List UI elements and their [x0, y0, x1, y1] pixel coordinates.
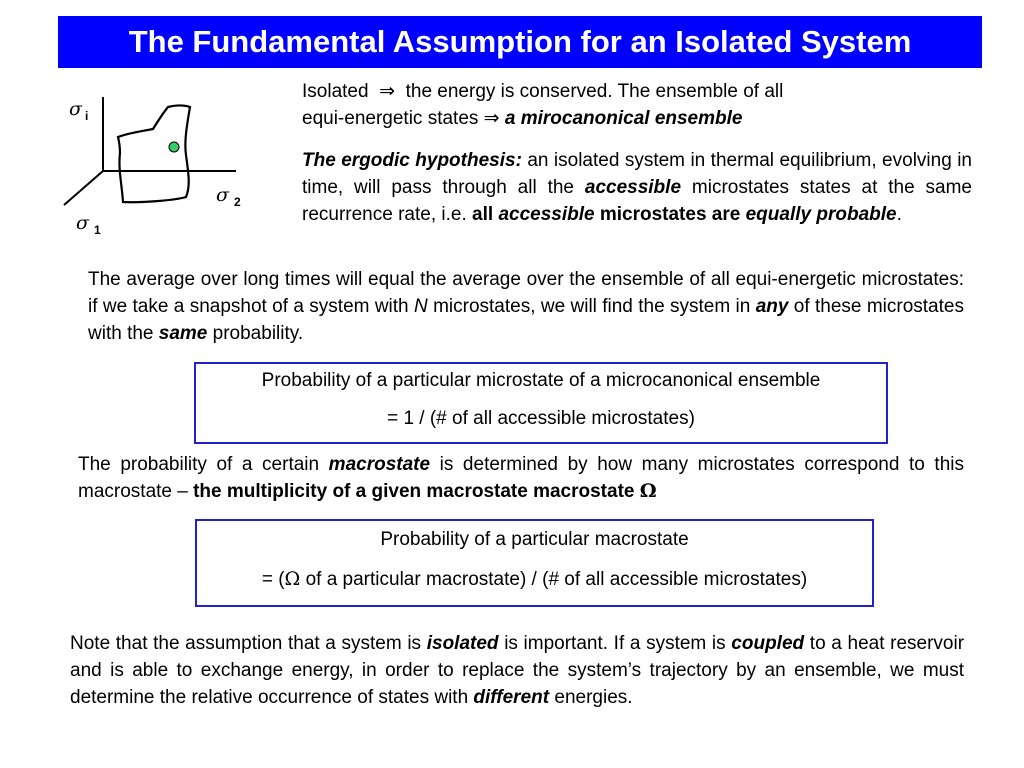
- macrostate-paragraph: [78, 451, 964, 505]
- microstate-point: [169, 142, 179, 152]
- note-text-3: to a heat reservoir and is able to exchange energy, in order to replace the system’s trajectory by an ensemble, we must determine the relative occurrence of states with: [70, 633, 965, 708]
- label-sigma-1-sub: 1: [94, 223, 101, 237]
- average-text-1: The average over long times will equal the average over the ensemble of all equi-energetic microstates: if we take a snapshot of a system with: [88, 269, 964, 317]
- label-sigma-2-sub: 2: [234, 195, 241, 209]
- label-sigma-2-symbol: σ: [216, 184, 229, 206]
- average-text-3: of these microstates with the: [88, 296, 964, 344]
- intro-line-2: [302, 105, 972, 132]
- average-paragraph: [88, 266, 964, 347]
- average-text-2: microstates, we will find the system in: [433, 296, 751, 317]
- note-text-4: energies.: [554, 687, 633, 708]
- intro-text-2: equi-energetic states: [302, 108, 479, 129]
- equally-probable-term: equally probable: [745, 204, 897, 225]
- box2-line-1: Probability of a particular macrostate: [380, 529, 689, 550]
- box2-omega-symbol: Ω: [284, 568, 301, 590]
- accessible-term-2: accessible: [498, 204, 595, 225]
- intro-line-1: [302, 78, 972, 105]
- note-paragraph: [70, 630, 964, 711]
- isolated-intro: [302, 78, 972, 132]
- isolated-term: isolated: [426, 633, 499, 654]
- axis-sigma-1: [64, 171, 103, 205]
- macro-text-1: The probability of a certain: [78, 454, 320, 475]
- n-symbol: N: [413, 296, 428, 317]
- energy-surface-curve: [118, 106, 190, 203]
- implies-arrow-2: ⇒: [483, 108, 500, 129]
- all-term: all: [472, 204, 494, 225]
- ergodic-end: .: [896, 204, 902, 225]
- box2-line-2: [197, 568, 872, 591]
- average-text-4: probability.: [212, 323, 304, 344]
- phase-space-diagram: [58, 85, 258, 245]
- multiplicity-term: the multiplicity of a given macrostate macrostate: [193, 481, 635, 502]
- box2-prefix: = (: [261, 569, 285, 590]
- same-term: same: [158, 323, 208, 344]
- microcanonical-ensemble-term: a mirocanonical ensemble: [504, 108, 743, 129]
- label-sigma-i-symbol: σ: [69, 98, 82, 120]
- ergodic-text-1: an isolated system in thermal equilibrium, evolving in time, will pass through all the: [302, 150, 972, 198]
- macro-text-2: is determined by how many microstates correspond to this macrostate –: [78, 454, 964, 502]
- macrostate-probability-box: [195, 519, 874, 607]
- box2-suffix: of a particular macrostate) / (# of all accessible microstates): [300, 569, 808, 590]
- coupled-term: coupled: [731, 633, 805, 654]
- omega-symbol: Ω: [639, 480, 657, 502]
- intro-text-1: the energy is conserved. The ensemble of all: [405, 81, 784, 102]
- ergodic-hypothesis-paragraph: [302, 147, 972, 228]
- ergodic-label: The ergodic hypothesis:: [302, 150, 522, 171]
- box1-line-1: Probability of a particular microstate of a microcanonical ensemble: [261, 370, 821, 391]
- note-text-1: Note that the assumption that a system is: [70, 633, 422, 654]
- ergodic-text-2: microstates states at the same recurrence rate, i.e.: [302, 177, 972, 225]
- note-text-2: is important. If a system is: [504, 633, 726, 654]
- microstates-are-term: microstates are: [599, 204, 741, 225]
- any-term: any: [755, 296, 789, 317]
- label-sigma-i-sub: i: [85, 109, 89, 123]
- label-sigma-1-symbol: σ: [76, 212, 89, 234]
- macrostate-term: macrostate: [328, 454, 431, 475]
- accessible-term: accessible: [584, 177, 682, 198]
- page-title: The Fundamental Assumption for an Isolated System: [58, 16, 982, 68]
- different-term: different: [473, 687, 550, 708]
- implies-arrow: ⇒: [379, 81, 396, 102]
- isolated-word: Isolated: [302, 81, 369, 102]
- microstate-probability-box: [194, 362, 888, 444]
- box1-line-2: = 1 / (# of all accessible microstates): [387, 408, 695, 429]
